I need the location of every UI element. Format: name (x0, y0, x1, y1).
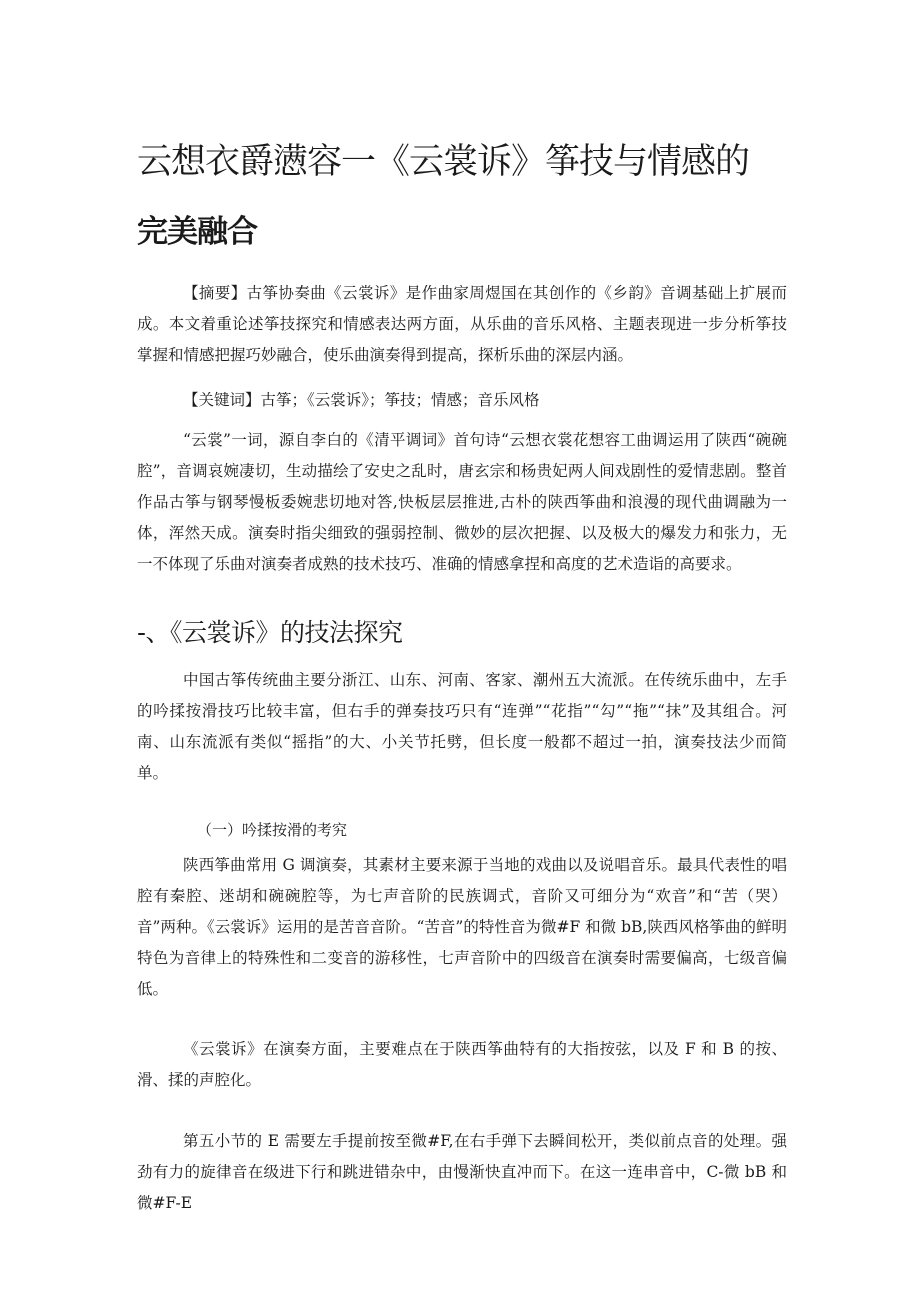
section-paragraph-2: 陕西筝曲常用 G 调演奏，其素材主要来源于当地的戏曲以及说唱音乐。最具代表性的唱腔有秦腔、迷胡和碗碗腔等，为七声音阶的民族调式，音阶又可细分为“欢音”和“苦（哭）音”两种。《云裳诉》运用的是苦音音阶。“苦音”的特性音为微#F 和微 bB,陕西风格筝曲的鲜明特色为音律上的特殊性和二变音的游移性，七声音阶中的四级音在演奏时需要偏高，七级音偏低。 (137, 856, 787, 998)
subsection-heading: （一）吟揉按滑的考究 (197, 821, 348, 839)
section-heading: -、《云裳诉》的技法探究 (137, 618, 403, 647)
section-paragraph-3: 《云裳诉》在演奏方面，主要难点在于陕西筝曲特有的大指按弦，以及 F 和 B 的按、滑、揉的声腔化。 (137, 1040, 787, 1089)
section-paragraph-4: 第五小节的 E 需要左手提前按至微#F,在右手弹下去瞬间松开，类似前点音的处理。强劲有力的旋律音在级进下行和跳进错杂中，由慢渐快直冲而下。在这一连串音中，C-微 bB 和微#F-E (137, 1132, 787, 1212)
section-paragraph-1: 中国古筝传统曲主要分浙江、山东、河南、客家、潮州五大流派。在传统乐曲中，左手的吟揉按滑技巧比较丰富，但右手的弹奏技巧只有“连弹”“花指”“勾”“拖”“抹”及其组合。河南、山东流派有类似“摇指”的大、小关节托劈，但长度一般都不超过一拍，演奏技法少而简单。 (137, 671, 787, 782)
document-title-line1: 云想衣爵懑容一《云裳诉》筝技与情感的 (137, 142, 750, 182)
intro-paragraph: “云裳”一词，源自李白的《清平调词》首句诗“云想衣裳花想容工曲调运用了陕西“碗碗腔”，音调哀婉凄切，生动描绘了安史之乱时，唐玄宗和杨贵妃两人间戏剧性的爱情悲剧。整首作品古筝与钢琴慢板委婉悲切地对答,快板层层推进,古朴的陕西筝曲和浪漫的现代曲调融为一体，浑然天成。演奏时指尖细致的强弱控制、微妙的层次把握、以及极大的爆发力和张力，无一不体现了乐曲对演奏者成熟的技术技巧、准确的情感拿捏和高度的艺术造诣的高要求。 (137, 431, 787, 573)
abstract-paragraph: 【摘要】古筝协奏曲《云裳诉》是作曲家周煜国在其创作的《乡韵》音调基础上扩展而成。本文着重论述筝技探究和情感表达两方面，从乐曲的音乐风格、主题表现进一步分析筝技掌握和情感把握巧妙融合，使乐曲演奏得到提高，探析乐曲的深层内涵。 (137, 284, 787, 364)
keywords-paragraph: 【关键词】古筝；《云裳诉》；筝技；情感；音乐风格 (183, 391, 540, 409)
document-title-line2: 完美融合 (137, 214, 257, 250)
